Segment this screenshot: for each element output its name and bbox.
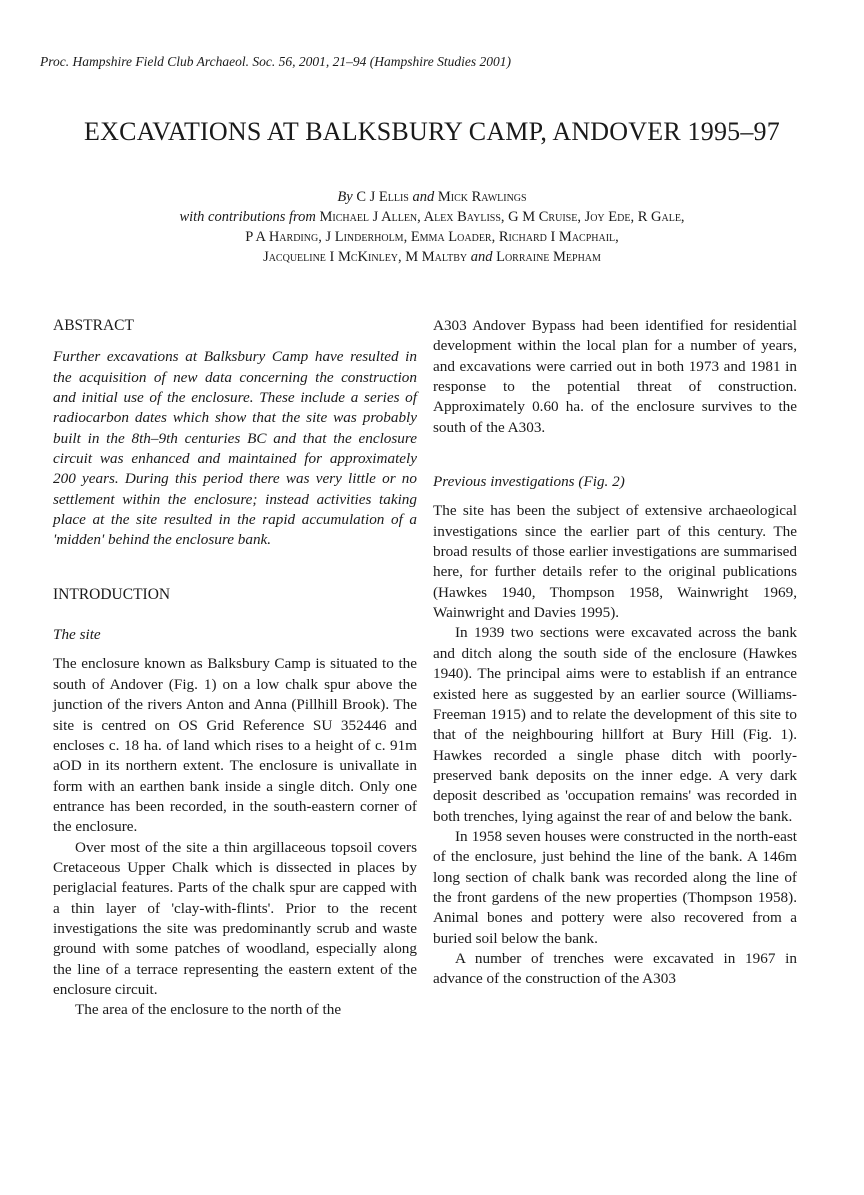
contributors-4: Lorraine Mepham xyxy=(496,249,601,265)
author-block xyxy=(60,187,804,267)
site-subheading: The site xyxy=(53,626,101,644)
right-column xyxy=(433,316,797,990)
author-2: Mick Rawlings xyxy=(437,189,527,205)
contributions-label: with contributions from xyxy=(179,209,316,225)
abstract-text: Further excavations at Balksbury Camp have resulted in the acquisition of new data concerning the construction and initial use of the enclosure. These include a series of radiocarbon dates which show that the site was probably built in the 8th–9th centuries BC and that the enclosure circuit was enhanced and maintained for approximately 200 years. During this period there was very little or no settlement within the enclosure; instead activities taking place at the site resulted in the rapid accumulation of a 'midden' behind the enclosure bank. xyxy=(53,348,417,549)
author-line-4 xyxy=(60,247,804,267)
and-label-2: and xyxy=(470,249,493,265)
paragraph-site-3: The area of the enclosure to the north of the xyxy=(75,1001,342,1019)
previous-investigations-subheading: Previous investigations (Fig. 2) xyxy=(433,473,625,491)
paragraph-previous-4: A number of trenches were excavated in 1967 in advance of the construction of the A303 xyxy=(433,949,797,988)
contributors-3: Jacqueline I McKinley, M Maltby xyxy=(263,249,468,265)
abstract-heading: ABSTRACT xyxy=(53,317,134,334)
paragraph-previous-1: The site has been the subject of extensive archaeological investigations since the earlier part of this century. The broad results of those earlier investigations are summarised here, for further details refer to the original publications (Hawkes 1940, Thompson 1958, Wainwright 1969, Wainwright and Davies 1995). xyxy=(433,502,797,622)
paragraph-site-2: Over most of the site a thin argillaceous topsoil covers Cretaceous Upper Chalk which is dissected in places by periglacial features. Parts of the chalk spur are capped with a thin layer of 'clay-with-flints'. Prior to the recent investigations the site was predominantly scrub and waste ground with some patches of woodland, especially along the line of a terrace representing the eastern extent of the enclosure circuit. xyxy=(53,838,417,998)
paragraph-continued: A303 Andover Bypass had been identified for residential development within the local plan for a number of years, and excavations were carried out in both 1973 and 1981 in response to the potential threat of construction. Approximately 0.60 ha. of the enclosure survives to the south of the A303. xyxy=(433,317,797,436)
author-line-2 xyxy=(60,207,804,227)
running-head: Proc. Hampshire Field Club Archaeol. Soc. 56, 2001, 21–94 (Hampshire Studies 2001) xyxy=(40,54,511,69)
contributors-1: Michael J Allen, Alex Bayliss, G M Cruise, Joy Ede, R Gale, xyxy=(319,209,685,225)
author-1: C J Ellis xyxy=(356,189,409,205)
by-label: By xyxy=(337,189,353,205)
paragraph-previous-3: In 1958 seven houses were constructed in the north-east of the enclosure, just behind the line of the bank. A 146m long section of chalk bank was recorded along the line of the front gardens of the new properties (Thompson 1958). Animal bones and pottery were also recovered from a buried soil below the bank. xyxy=(433,827,797,947)
left-column xyxy=(53,316,417,1021)
contributors-2: P A Harding, J Linderholm, Emma Loader, Richard I Macphail, xyxy=(245,229,619,245)
and-label: and xyxy=(412,189,435,205)
paragraph-previous-2: In 1939 two sections were excavated across the bank and ditch along the south side of the enclosure (Hawkes 1940). The principal aims were to establish if an entrance existed here as suggested by an earlier source (Williams-Freeman 1915) and to relate the development of this site to that of the neighbouring hillfort at Bury Hill (Fig. 1). Hawkes recorded a single phase ditch with poorly-preserved bank deposits on the inner edge. A very dark deposit described as 'occupation remains' was recorded in both trenches, lying against the rear of and below the bank. xyxy=(433,624,797,825)
paragraph-site-1: The enclosure known as Balksbury Camp is situated to the south of Andover (Fig. 1) on a low chalk spur above the junction of the rivers Anton and Anna (Pillhill Brook). The site is centred on OS Grid Reference SU 352446 and encloses c. 18 ha. of land which rises to a height of c. 91m aOD in its northern extent. The enclosure is univallate in form with an earthen bank inside a single ditch. Only one entrance has been recorded, in the south-eastern corner of the enclosure. xyxy=(53,655,417,836)
author-line-1 xyxy=(60,187,804,207)
introduction-heading: INTRODUCTION xyxy=(53,585,171,603)
article-title: EXCAVATIONS AT BALKSBURY CAMP, ANDOVER 1995–97 xyxy=(84,117,780,146)
